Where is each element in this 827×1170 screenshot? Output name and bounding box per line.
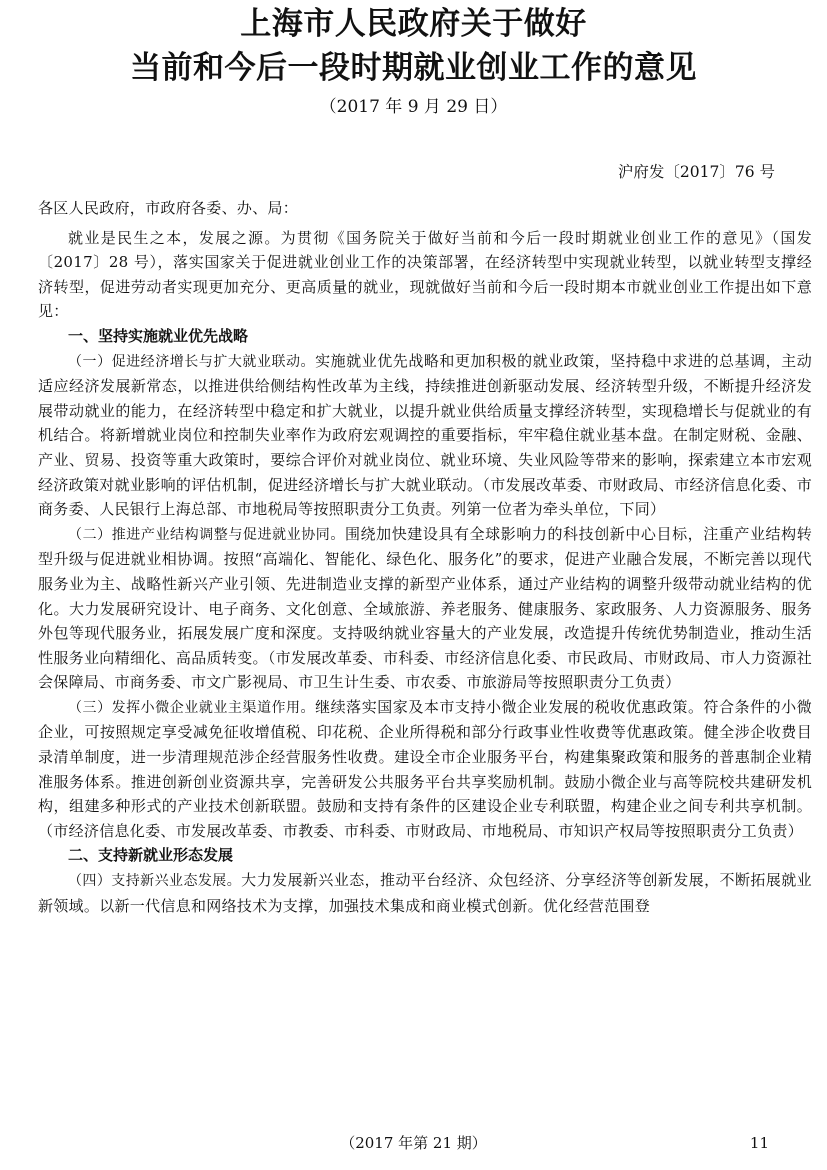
item-text: 继续落实国家及本市支持小微企业发展的税收优惠政策。符合条件的小微企业，可按照规定享受减免征收增值税、印花税、企业所得税和部分行政事业性收费等优惠政策。健全涉企收费目录清单制度，进一步清理规范涉企经营服务性收费。建设全市企业服务平台，构建集聚政策和服务的普惠制企业精准服务体系。推进创新创业资源共享，完善研发公共服务平台共享奖励机制。鼓励小微企业与高等院校共建研发机构，组建多种形式的产业技术创新联盟。鼓励和支持有条件的区建设企业专利联盟，构建企业之间专利共享机制。（市经济信息化委、市发展改革委、市教委、市科委、市财政局、市地税局、市知识产权局等按照职责分工负责）	[38, 697, 812, 840]
item-lead: （一）促进经济增长与扩大就业联动。	[68, 353, 316, 370]
document-number: 沪府发〔2017〕76 号	[617, 163, 775, 181]
item-text: 实施就业优先战略和更加积极的就业政策，坚持稳中求进的总基调，主动适应经济发展新常态，以推进供给侧结构性改革为主线，持续推进创新驱动发展、经济转型升级，不断提升经济发展带动就业的能力，在经济转型中稳定和扩大就业，以提升就业供给质量支撑经济转型，实现稳增长与促就业的有机结合。将新增就业岗位和控制失业率作为政府宏观调控的重要指标，牢牢稳住就业基本盘。在制定财税、金融、产业、贸易、投资等重大政策时，要综合评价对就业岗位、就业环境、失业风险等带来的影响，探索建立本市宏观经济政策对就业影响的评估机制，促进经济增长与扩大就业联动。（市发展改革委、市财政局、市经济信息化委、市商务委、人民银行上海总部、市地税局等按照职责分工负责。列第一位者为牵头单位，下同）	[38, 351, 812, 519]
item-text: 大力发展新兴业态，推动平台经济、众包经济、分享经济等创新发展，不断拓展就业新领域。以新一代信息和网络技术为支撑，加强技术集成和商业模式创新。优化经营范围登	[38, 871, 812, 915]
item-text: 围绕加快建设具有全球影响力的科技创新中心目标，注重产业结构转型升级与促进就业相协调。按照“高端化、智能化、绿色化、服务化”的要求，促进产业融合发展，不断完善以现代服务业为主、战略性新兴产业引领、先进制造业支撑的新型产业体系，通过产业结构的调整升级带动就业结构的优化。大力发展研究设计、电子商务、文化创意、全域旅游、养老服务、健康服务、家政服务、人力资源服务、服务外包等现代服务业，拓展发展广度和深度。支持吸纳就业容量大的产业发展，改造提升传统优势制造业，推动生活性服务业向精细化、高品质转变。（市发展改革委、市科委、市经济信息化委、市民政局、市财政局、市人力资源社会保障局、市商务委、市文广影视局、市卫生计生委、市农委、市旅游局等按照职责分工负责）	[38, 524, 812, 692]
intro-paragraph: 就业是民生之本，发展之源。为贯彻《国务院关于做好当前和今后一段时期就业创业工作的意见》（国发〔2017〕28 号），落实国家关于促进就业创业工作的决策部署，在经济转型中实现就业转型，以就业转型支撑经济转型，促进劳动者实现更加充分、更高质量的就业，现就做好当前和今后一段时期本市就业创业工作提出如下意见：	[38, 228, 812, 321]
footer-issue: （2017 年第 21 期）	[340, 1134, 487, 1152]
item-lead: （四）支持新兴业态发展。	[68, 873, 242, 890]
document-title-line2: 当前和今后一段时期就业创业工作的意见	[130, 50, 697, 86]
document-body	[38, 196, 812, 918]
document-title-line1: 上海市人民政府关于做好	[240, 6, 587, 42]
section-1-item-1	[38, 349, 812, 522]
section-heading-2: 二、支持新就业形态发展	[68, 846, 234, 865]
section-2-item-1	[38, 868, 812, 918]
addressee: 各区人民政府，市政府各委、办、局：	[38, 199, 299, 217]
section-1-item-3	[38, 695, 812, 844]
document-date: （2017 年 9 月 29 日）	[319, 97, 508, 117]
item-lead: （二）推进产业结构调整与促进就业协同。	[68, 526, 345, 543]
section-heading-1: 一、坚持实施就业优先战略	[68, 326, 249, 345]
page-number: 11	[749, 1134, 769, 1152]
item-lead: （三）发挥小微企业就业主渠道作用。	[68, 699, 316, 716]
section-1-item-2	[38, 522, 812, 695]
